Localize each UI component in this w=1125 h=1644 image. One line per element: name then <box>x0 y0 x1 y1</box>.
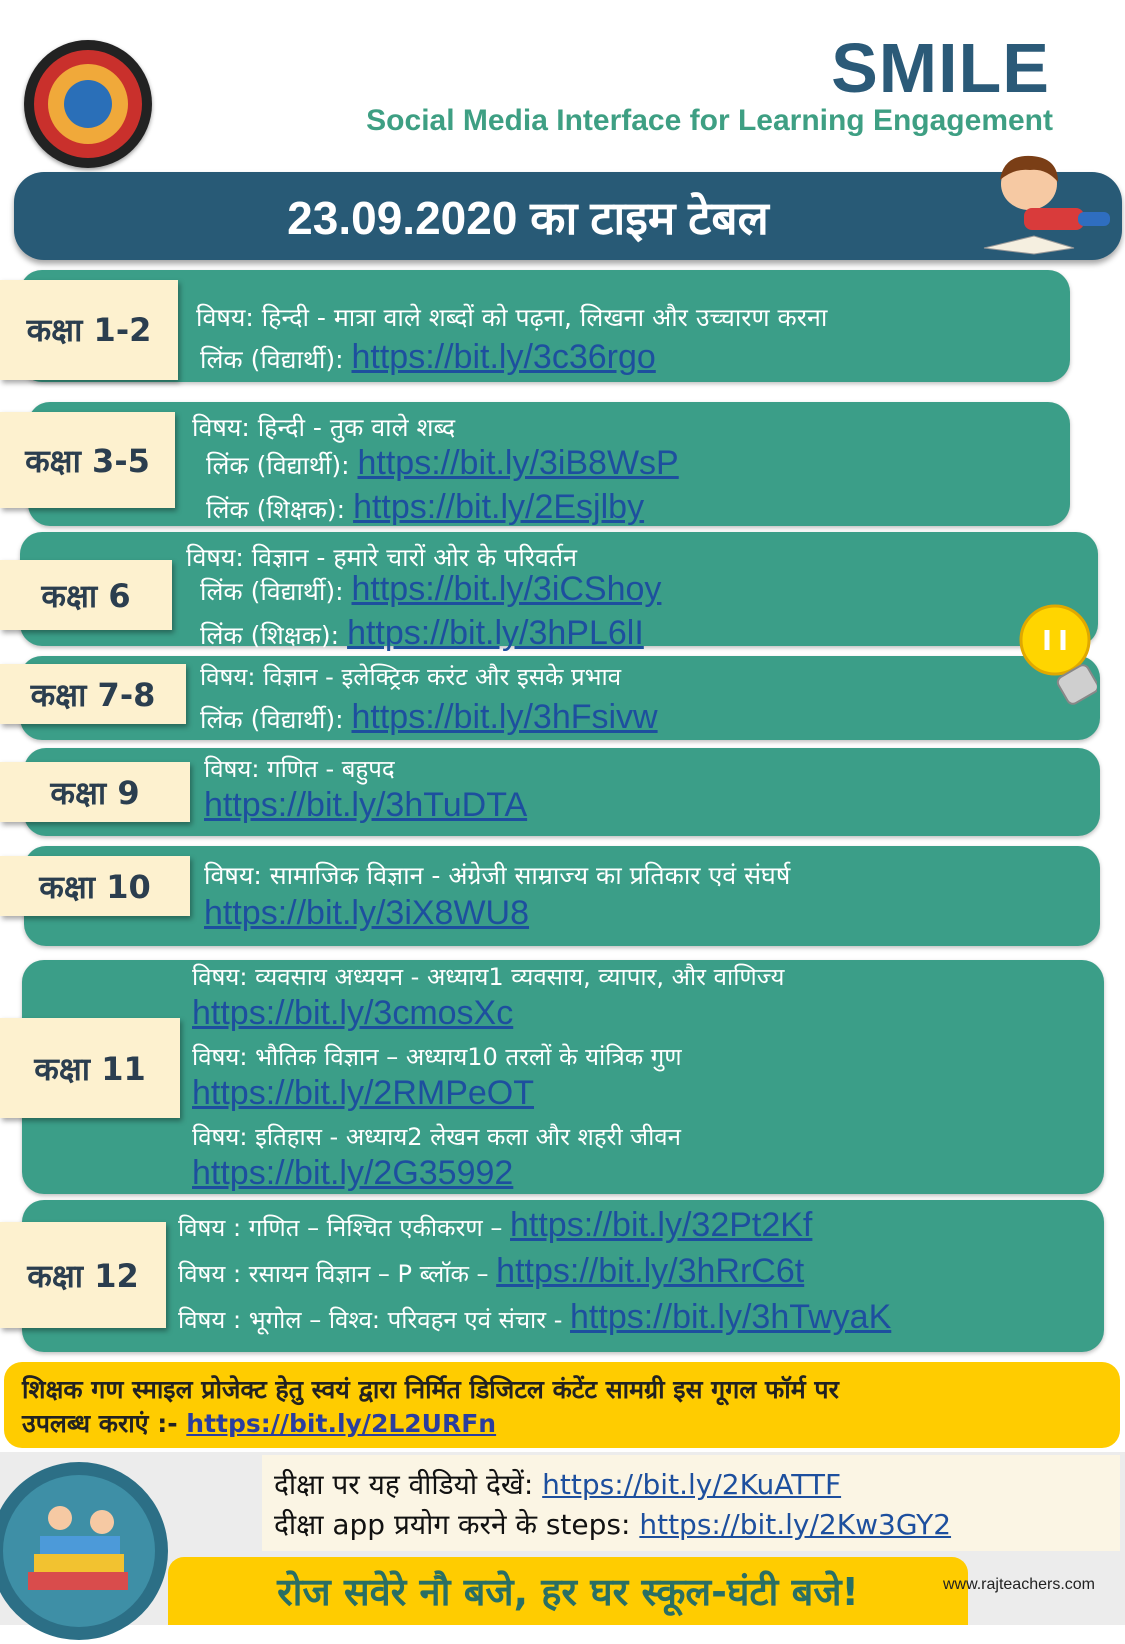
class-tag-6 <box>0 560 172 630</box>
page-title: SMILE <box>831 29 1050 107</box>
teacher-notice <box>4 1362 1120 1448</box>
teacher-link-line <box>200 614 644 653</box>
subject-line <box>178 1298 891 1337</box>
student-link-label: लिंक (विद्यार्थी): <box>206 451 358 480</box>
subject-link[interactable]: https://bit.ly/2G35992 <box>192 1154 514 1192</box>
subject-line: विषय: सामाजिक विज्ञान - अंग्रेजी साम्राज्य का प्रतिकार एवं संघर्ष <box>204 861 791 890</box>
student-link[interactable]: https://bit.ly/3iCShoy <box>351 570 662 608</box>
diksha-video-line <box>274 1465 841 1503</box>
link-line <box>192 1154 513 1193</box>
slogan-text: रोज सवेरे नौ बजे, हर घर स्कूल-घंटी बजे! <box>277 1570 859 1614</box>
class-tag-3-5 <box>0 412 175 508</box>
student-link[interactable]: https://bit.ly/3hTuDTA <box>204 786 528 824</box>
teacher-link-line <box>206 488 644 527</box>
class-tag-label: कक्षा 12 <box>27 1256 139 1295</box>
subject-line: विषय: इतिहास - अध्याय2 लेखन कला और शहरी जीवन <box>192 1123 681 1151</box>
class-tag-label: कक्षा 9 <box>50 773 140 812</box>
subject-label: विषय : भूगोल – विश्व: परिवहन एवं संचार - <box>178 1306 571 1334</box>
student-link[interactable]: https://bit.ly/3hFsivw <box>351 698 658 736</box>
subject-line: विषय: व्यवसाय अध्ययन - अध्याय1 व्यवसाय, व्यापार, और वाणिज्य <box>192 963 785 991</box>
diksha-app-line <box>274 1505 951 1543</box>
subject-line: विषय: हिन्दी - मात्रा वाले शब्दों को पढ़ना, लिखना और उच्चारण करना <box>196 303 828 332</box>
student-link-line <box>200 338 656 377</box>
subject-link[interactable]: https://bit.ly/3hRrC6t <box>496 1252 805 1290</box>
student-link[interactable]: https://bit.ly/3iB8WsP <box>357 444 679 482</box>
class-tag-1-2 <box>0 280 178 380</box>
diksha-app-link[interactable]: https://bit.ly/2Kw3GY2 <box>639 1508 952 1541</box>
slogan-banner <box>168 1557 968 1625</box>
teacher-link-label: लिंक (शिक्षक): <box>200 621 348 650</box>
subject-line: विषय: गणित - बहुपद <box>204 755 395 783</box>
student-link-label: लिंक (विद्यार्थी): <box>200 345 352 374</box>
subject-label: विषय : गणित – निश्चित एकीकरण – <box>178 1214 510 1242</box>
notice-line-1: शिक्षक गण स्माइल प्रोजेक्ट हेतु स्वयं द्वारा निर्मित डिजिटल कंटेंट सामग्री इस गूगल फॉर्म पर <box>22 1375 839 1404</box>
student-link[interactable]: https://bit.ly/3iX8WU8 <box>204 894 530 932</box>
class-tag-label: कक्षा 3-5 <box>25 441 150 480</box>
subject-line: विषय: हिन्दी - तुक वाले शब्द <box>192 413 456 442</box>
teacher-link[interactable]: https://bit.ly/2Esjlby <box>353 488 645 526</box>
diksha-video-link[interactable]: https://bit.ly/2KuATTF <box>542 1468 842 1501</box>
reading-child-illustration <box>954 150 1119 260</box>
subject-link[interactable]: https://bit.ly/32Pt2Kf <box>510 1206 813 1244</box>
class-tag-12 <box>0 1222 166 1328</box>
student-link[interactable]: https://bit.ly/3c36rgo <box>351 338 656 376</box>
google-form-link[interactable]: https://bit.ly/2L2URFn <box>186 1409 497 1438</box>
class-tag-label: कक्षा 10 <box>39 867 151 906</box>
student-link-label: लिंक (विद्यार्थी): <box>200 577 352 606</box>
rajasthan-emblem-logo <box>24 40 152 168</box>
website-credit: www.rajteachers.com <box>942 1576 1095 1593</box>
class-tag-label: कक्षा 6 <box>41 576 131 615</box>
class-tag-label: कक्षा 1-2 <box>26 311 152 349</box>
student-link-line <box>206 444 679 483</box>
class-tag-7-8 <box>0 664 186 724</box>
lightbulb-icon <box>1017 600 1097 710</box>
class-tag-label: कक्षा 7-8 <box>30 675 156 714</box>
class-tag-9 <box>0 762 190 822</box>
diksha-video-label: दीक्षा पर यह वीडियो देखें: <box>274 1468 543 1501</box>
link-line <box>204 894 529 933</box>
class-tag-11 <box>0 1018 180 1118</box>
link-line <box>192 1074 534 1113</box>
class-tag-label: कक्षा 11 <box>34 1049 146 1088</box>
diksha-links-box <box>262 1455 1120 1551</box>
subject-line: विषय: भौतिक विज्ञान – अध्याय10 तरलों के यांत्रिक गुण <box>192 1043 682 1071</box>
link-line <box>204 786 527 825</box>
teacher-link-label: लिंक (शिक्षक): <box>206 495 354 524</box>
teacher-link[interactable]: https://bit.ly/3hPL6lI <box>347 614 644 652</box>
children-books-illustration <box>0 1462 168 1640</box>
student-link-label: लिंक (विद्यार्थी): <box>200 705 352 734</box>
banner-title: 23.09.2020 का टाइम टेबल <box>287 192 769 244</box>
student-link-line <box>200 570 661 609</box>
subject-link[interactable]: https://bit.ly/3cmosXc <box>192 994 514 1032</box>
subject-label: विषय : रसायन विज्ञान – P ब्लॉक – <box>178 1260 497 1288</box>
subject-line <box>178 1252 804 1291</box>
page-subtitle: Social Media Interface for Learning Engagement <box>366 104 1053 137</box>
subject-link[interactable]: https://bit.ly/3hTwyaK <box>570 1298 892 1336</box>
subject-line: विषय: विज्ञान - इलेक्ट्रिक करंट और इसके प्रभाव <box>200 663 622 691</box>
subject-line: विषय: विज्ञान - हमारे चारों ओर के परिवर्तन <box>186 543 578 572</box>
subject-link[interactable]: https://bit.ly/2RMPeOT <box>192 1074 534 1112</box>
student-link-line <box>200 698 658 737</box>
children-books-icon <box>0 1462 168 1640</box>
notice-label: उपलब्ध कराएं :- <box>22 1409 187 1438</box>
link-line <box>192 994 513 1033</box>
class-row-11 <box>22 960 1104 1194</box>
subject-line <box>178 1206 812 1245</box>
notice-line-2 <box>22 1406 496 1440</box>
diksha-app-label: दीक्षा app प्रयोग करने के steps: <box>274 1508 640 1541</box>
class-tag-10 <box>0 856 190 916</box>
